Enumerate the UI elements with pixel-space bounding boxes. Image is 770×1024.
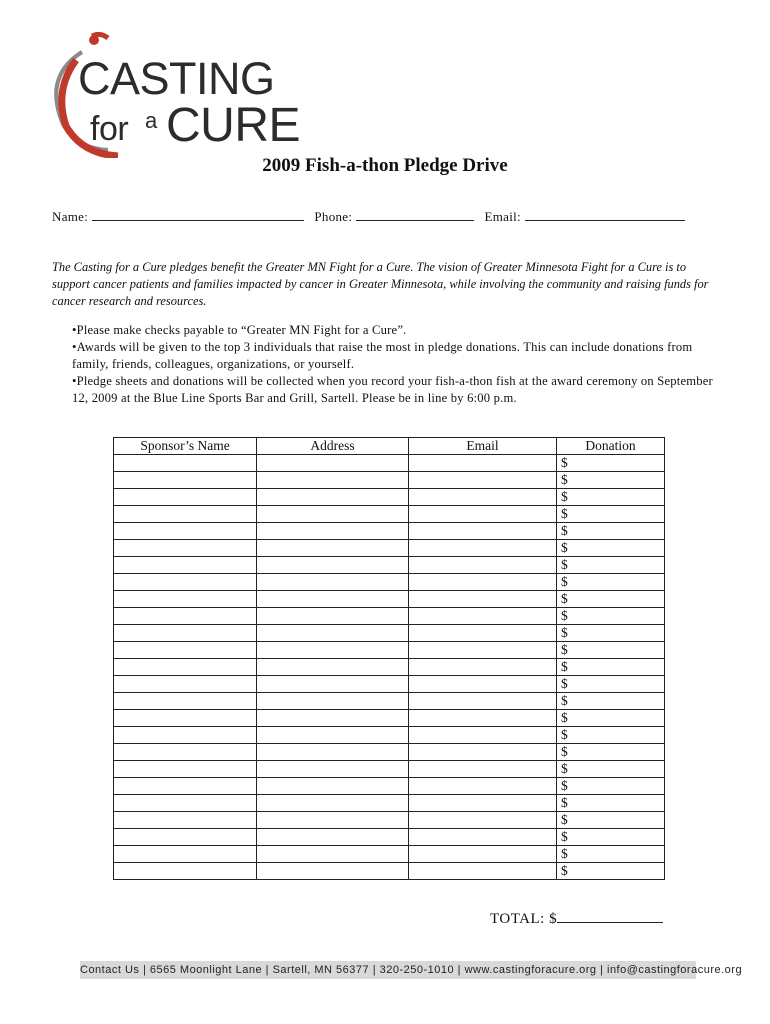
table-row: [114, 455, 665, 472]
total-line: [490, 910, 663, 928]
pledge-table-body: [114, 455, 665, 880]
email-cell[interactable]: [409, 489, 557, 506]
table-row: [114, 863, 665, 880]
email-cell[interactable]: [409, 727, 557, 744]
table-row: [114, 744, 665, 761]
donation-cell[interactable]: $: [557, 812, 665, 829]
sponsor-name-cell[interactable]: [114, 744, 257, 761]
donation-cell[interactable]: $: [557, 863, 665, 880]
table-row: [114, 557, 665, 574]
address-cell[interactable]: [257, 455, 409, 472]
email-cell[interactable]: [409, 642, 557, 659]
table-row: [114, 761, 665, 778]
email-cell[interactable]: [409, 744, 557, 761]
table-row: [114, 727, 665, 744]
address-cell[interactable]: [257, 540, 409, 557]
sponsor-name-cell[interactable]: [114, 863, 257, 880]
address-cell[interactable]: [257, 608, 409, 625]
address-cell[interactable]: [257, 472, 409, 489]
donation-cell[interactable]: $: [557, 625, 665, 642]
email-cell[interactable]: [409, 846, 557, 863]
donation-cell[interactable]: $: [557, 506, 665, 523]
address-cell[interactable]: [257, 829, 409, 846]
email-field[interactable]: [525, 209, 685, 221]
email-cell[interactable]: [409, 540, 557, 557]
sponsor-name-cell[interactable]: [114, 761, 257, 778]
header-donation: Donation: [557, 438, 665, 455]
table-row: [114, 812, 665, 829]
table-row: [114, 829, 665, 846]
casting-for-a-cure-logo: [48, 30, 301, 158]
address-cell[interactable]: [257, 523, 409, 540]
sponsor-name-cell[interactable]: [114, 778, 257, 795]
total-field[interactable]: [557, 910, 663, 923]
donation-cell[interactable]: $: [557, 455, 665, 472]
instructions-list: [72, 322, 732, 407]
table-row: [114, 778, 665, 795]
email-cell[interactable]: [409, 455, 557, 472]
address-cell[interactable]: [257, 676, 409, 693]
logo-casting-text: CASTING: [78, 53, 275, 104]
sponsor-name-cell[interactable]: [114, 506, 257, 523]
sponsor-name-cell[interactable]: [114, 523, 257, 540]
sponsor-name-cell[interactable]: [114, 795, 257, 812]
table-row: [114, 489, 665, 506]
sponsor-name-cell[interactable]: [114, 608, 257, 625]
table-row: [114, 795, 665, 812]
email-cell[interactable]: [409, 778, 557, 795]
address-cell[interactable]: [257, 506, 409, 523]
donation-cell[interactable]: $: [557, 574, 665, 591]
email-cell[interactable]: [409, 472, 557, 489]
email-cell[interactable]: [409, 761, 557, 778]
logo-cure-text: CURE: [166, 99, 301, 152]
sponsor-name-cell[interactable]: [114, 489, 257, 506]
donation-cell[interactable]: $: [557, 659, 665, 676]
donation-cell[interactable]: $: [557, 540, 665, 557]
header-email: Email: [409, 438, 557, 455]
email-cell[interactable]: [409, 523, 557, 540]
logo-for-text: for: [90, 110, 129, 148]
email-cell[interactable]: [409, 676, 557, 693]
email-cell[interactable]: [409, 608, 557, 625]
sponsor-name-cell[interactable]: [114, 710, 257, 727]
email-cell[interactable]: [409, 557, 557, 574]
sponsor-name-cell[interactable]: [114, 812, 257, 829]
table-row: [114, 846, 665, 863]
table-row: [114, 523, 665, 540]
sponsor-name-cell[interactable]: [114, 676, 257, 693]
donation-cell[interactable]: $: [557, 846, 665, 863]
email-label: Email:: [484, 209, 521, 224]
sponsor-name-cell[interactable]: [114, 625, 257, 642]
instruction-item: •Awards will be given to the top 3 individuals that raise the most in pledge donations. This can include donations from family, friends, colleagues, organizations, or yourself.: [72, 340, 693, 371]
table-row: [114, 574, 665, 591]
donation-cell[interactable]: $: [557, 557, 665, 574]
email-cell[interactable]: [409, 659, 557, 676]
donation-cell[interactable]: $: [557, 693, 665, 710]
address-cell[interactable]: [257, 744, 409, 761]
address-cell[interactable]: [257, 489, 409, 506]
donation-cell[interactable]: $: [557, 710, 665, 727]
intro-paragraph: The Casting for a Cure pledges benefit the Greater MN Fight for a Cure. The vision of Greater Minnesota Fight for a Cure is to support cancer patients and families impacted by cancer in Greater Minnesota, while involving the community and raising funds for cancer research and resources.: [52, 260, 709, 308]
email-cell[interactable]: [409, 506, 557, 523]
email-cell[interactable]: [409, 693, 557, 710]
total-label: TOTAL: $: [490, 911, 558, 927]
address-cell[interactable]: [257, 761, 409, 778]
address-cell[interactable]: [257, 557, 409, 574]
address-cell[interactable]: [257, 591, 409, 608]
page-title: 2009 Fish-a-thon Pledge Drive: [262, 155, 508, 176]
sponsor-name-cell[interactable]: [114, 642, 257, 659]
address-cell[interactable]: [257, 812, 409, 829]
address-cell[interactable]: [257, 659, 409, 676]
sponsor-name-cell[interactable]: [114, 540, 257, 557]
email-cell[interactable]: [409, 625, 557, 642]
table-row: [114, 676, 665, 693]
email-cell[interactable]: [409, 591, 557, 608]
address-cell[interactable]: [257, 625, 409, 642]
instruction-item: •Please make checks payable to “Greater MN Fight for a Cure”.: [72, 323, 407, 337]
name-label: Name:: [52, 209, 89, 224]
donation-cell[interactable]: $: [557, 676, 665, 693]
email-cell[interactable]: [409, 710, 557, 727]
table-row: [114, 710, 665, 727]
donation-cell[interactable]: $: [557, 795, 665, 812]
sponsor-name-cell[interactable]: [114, 727, 257, 744]
email-cell[interactable]: [409, 795, 557, 812]
table-row: [114, 591, 665, 608]
address-cell[interactable]: [257, 795, 409, 812]
donation-cell[interactable]: $: [557, 642, 665, 659]
sponsor-name-cell[interactable]: [114, 574, 257, 591]
name-field[interactable]: [92, 209, 304, 221]
table-header-row: [114, 438, 665, 455]
sponsor-name-cell[interactable]: [114, 557, 257, 574]
address-cell[interactable]: [257, 710, 409, 727]
donation-cell[interactable]: $: [557, 472, 665, 489]
donation-cell[interactable]: $: [557, 778, 665, 795]
phone-field[interactable]: [356, 209, 474, 221]
email-cell[interactable]: [409, 812, 557, 829]
table-row: [114, 693, 665, 710]
sponsor-name-cell[interactable]: [114, 591, 257, 608]
pledge-table: [113, 437, 665, 880]
address-cell[interactable]: [257, 693, 409, 710]
table-row: [114, 659, 665, 676]
address-cell[interactable]: [257, 778, 409, 795]
instruction-item: •Pledge sheets and donations will be collected when you record your fish-a-thon fish at the award ceremony on September 12, 2009 at the Blue Line Sports Bar and Grill, Sartell. Please be in line by 6:00 p.m.: [72, 374, 713, 405]
email-cell[interactable]: [409, 829, 557, 846]
sponsor-name-cell[interactable]: [114, 472, 257, 489]
address-cell[interactable]: [257, 727, 409, 744]
donation-cell[interactable]: $: [557, 829, 665, 846]
donation-cell[interactable]: $: [557, 591, 665, 608]
table-row: [114, 625, 665, 642]
table-row: [114, 642, 665, 659]
sponsor-name-cell[interactable]: [114, 659, 257, 676]
header-address: Address: [257, 438, 409, 455]
sponsor-name-cell[interactable]: [114, 846, 257, 863]
sponsor-name-cell[interactable]: [114, 693, 257, 710]
sponsor-name-cell[interactable]: [114, 455, 257, 472]
table-row: [114, 608, 665, 625]
table-row: [114, 540, 665, 557]
address-cell[interactable]: [257, 642, 409, 659]
logo-a-text: a: [145, 108, 157, 133]
donation-cell[interactable]: $: [557, 489, 665, 506]
address-cell[interactable]: [257, 846, 409, 863]
header-sponsor-name: Sponsor’s Name: [114, 438, 257, 455]
donation-cell[interactable]: $: [557, 727, 665, 744]
participant-info-line: [52, 209, 685, 225]
table-row: [114, 506, 665, 523]
sponsor-name-cell[interactable]: [114, 829, 257, 846]
address-cell[interactable]: [257, 863, 409, 880]
donation-cell[interactable]: $: [557, 761, 665, 778]
email-cell[interactable]: [409, 863, 557, 880]
contact-footer: Contact Us | 6565 Moonlight Lane | Sartell, MN 56377 | 320-250-1010 | www.castingforacure.org | info@castingforacure.org: [80, 961, 696, 979]
table-row: [114, 472, 665, 489]
phone-label: Phone:: [314, 209, 353, 224]
donation-cell[interactable]: $: [557, 608, 665, 625]
donation-cell[interactable]: $: [557, 744, 665, 761]
address-cell[interactable]: [257, 574, 409, 591]
email-cell[interactable]: [409, 574, 557, 591]
donation-cell[interactable]: $: [557, 523, 665, 540]
